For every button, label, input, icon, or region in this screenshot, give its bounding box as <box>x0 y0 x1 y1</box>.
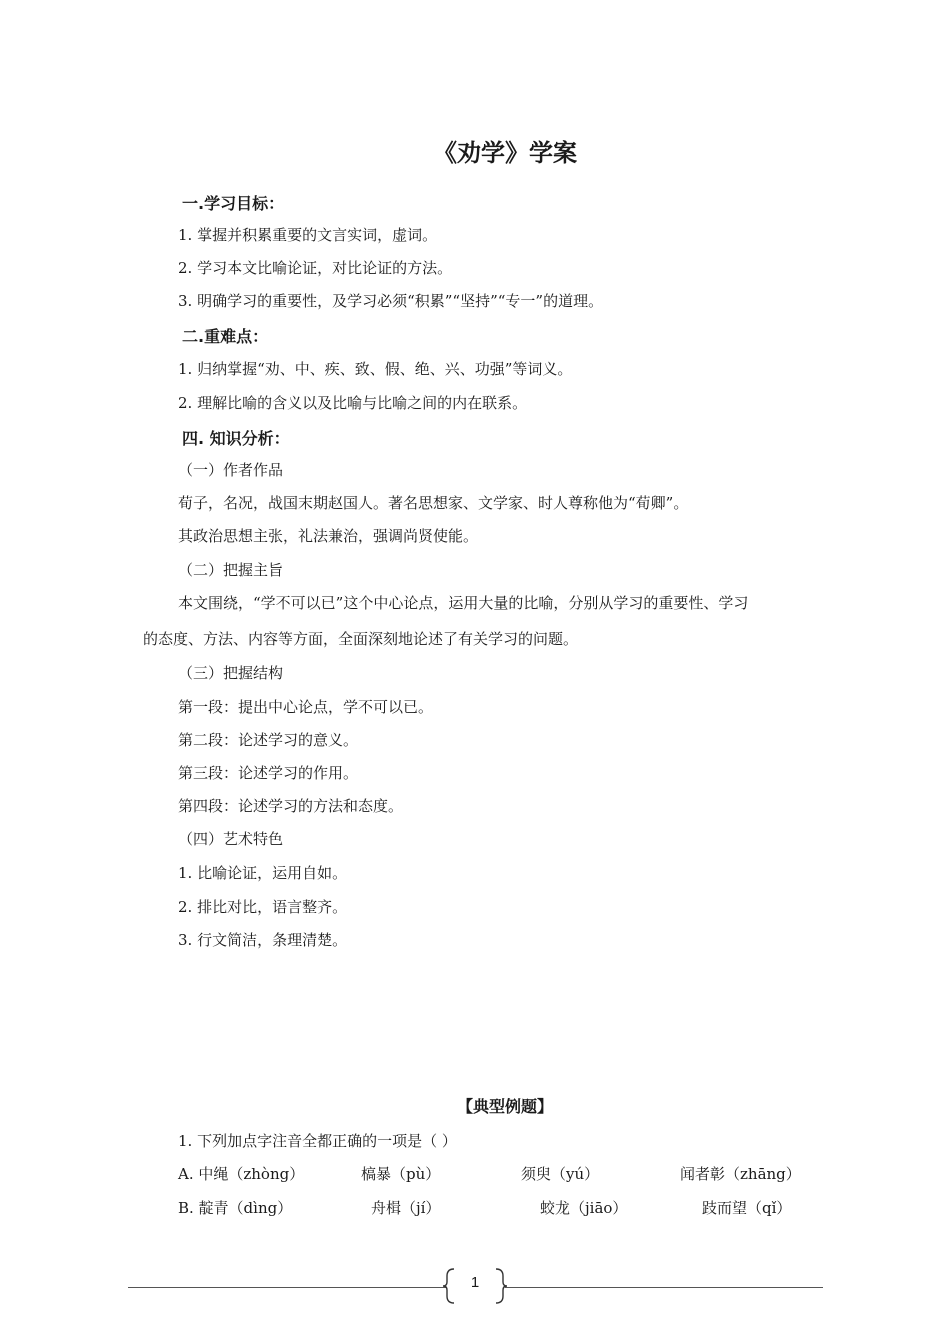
question-text: 1. 下列加点字注音全都正确的一项是（ ） <box>178 1132 457 1150</box>
page-number: 1 <box>470 1274 480 1291</box>
option-b-item: 跂而望（qǐ） <box>702 1199 792 1217</box>
section-heading-objectives: 一.学习目标： <box>182 194 285 213</box>
subheading-structure: （三）把握结构 <box>178 664 284 682</box>
footer-divider-right <box>505 1287 823 1288</box>
option-a-item: 须臾（yú） <box>521 1165 600 1183</box>
page-title: 《劝学》学案 <box>433 139 577 167</box>
author-line: 荀子，名况，战国末期赵国人。著名思想家、文学家、时人尊称他为“荀卿”。 <box>178 494 689 512</box>
art-line: 2. 排比对比，语言整齐。 <box>178 898 348 916</box>
footer-divider-left <box>128 1287 446 1288</box>
objective-item: 1. 掌握并积累重要的文言实词，虚词。 <box>178 226 438 244</box>
option-a-item: A. 中绳（zhòng） <box>178 1165 305 1183</box>
key-point-item: 2. 理解比喻的含义以及比喻与比喻之间的内在联系。 <box>178 394 528 412</box>
structure-line: 第四段：论述学习的方法和态度。 <box>178 797 404 815</box>
section-heading-key-points: 二.重难点： <box>182 327 269 346</box>
subheading-art: （四）艺术特色 <box>178 830 284 848</box>
option-b-item: B. 靛青（dìng） <box>178 1199 293 1217</box>
option-b-item: 舟楫（jí） <box>371 1199 441 1217</box>
art-line: 3. 行文简洁，条理清楚。 <box>178 931 348 949</box>
section-heading-examples: 【典型例题】 <box>456 1097 553 1116</box>
option-a-item: 槁暴（pù） <box>361 1165 441 1183</box>
structure-line: 第三段：论述学习的作用。 <box>178 764 359 782</box>
option-b-item: 蛟龙（jiāo） <box>540 1199 628 1217</box>
author-line: 其政治思想主张，礼法兼治，强调尚贤使能。 <box>178 527 479 545</box>
option-a-item: 闻者彰（zhāng） <box>680 1165 801 1183</box>
subheading-author: （一）作者作品 <box>178 461 284 479</box>
page-number-box <box>443 1268 507 1304</box>
key-point-item: 1. 归纳掌握“劝、中、疾、致、假、绝、兴、功强”等词义。 <box>178 360 573 378</box>
objective-item: 3. 明确学习的重要性，及学习必须“积累”“坚持”“专一”的道理。 <box>178 292 604 310</box>
structure-line: 第二段：论述学习的意义。 <box>178 731 359 749</box>
section-heading-analysis: 四. 知识分析： <box>182 429 290 448</box>
theme-line: 本文围绕，“学不可以已”这个中心论点，运用大量的比喻，分别从学习的重要性、学习 <box>178 594 749 612</box>
art-line: 1. 比喻论证，运用自如。 <box>178 864 348 882</box>
structure-line: 第一段：提出中心论点，学不可以已。 <box>178 698 434 716</box>
subheading-theme: （二）把握主旨 <box>178 561 284 579</box>
objective-item: 2. 学习本文比喻论证，对比论证的方法。 <box>178 259 453 277</box>
theme-line: 的态度、方法、内容等方面，全面深刻地论述了有关学习的问题。 <box>143 630 579 648</box>
